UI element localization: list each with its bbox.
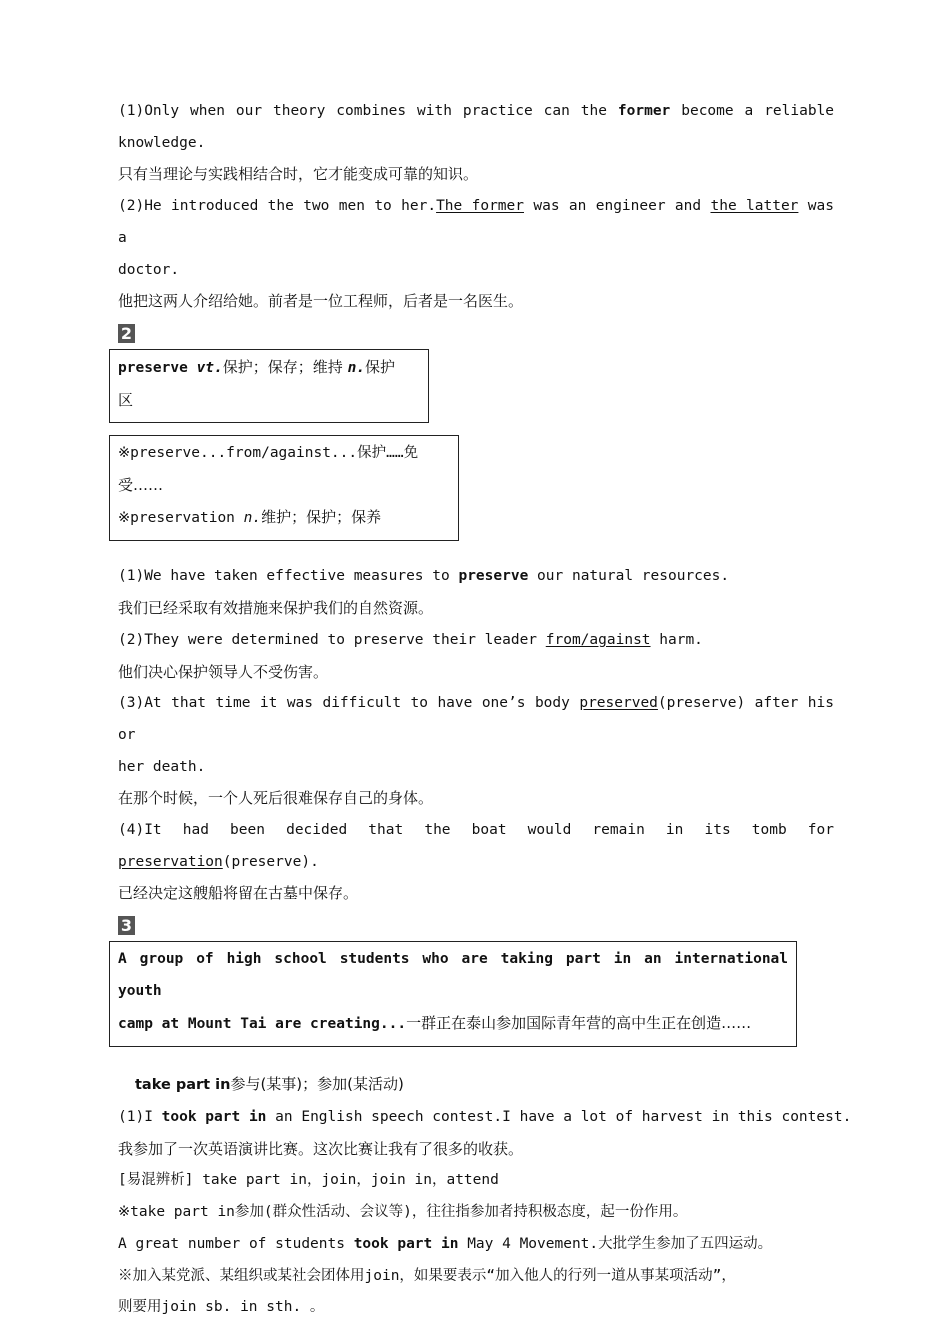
text: an international youth xyxy=(118,951,789,999)
usage-notes-box xyxy=(109,435,459,541)
text: was a xyxy=(118,198,834,246)
translation: 一群正在泰山参加国际青年营的高中生正在创造…… xyxy=(406,1013,752,1032)
example-sentence xyxy=(118,1102,852,1134)
answer-blank: The former xyxy=(436,198,524,215)
translation: 他把这两人介绍给她。前者是一位工程师，后者是一名医生。 xyxy=(118,292,524,311)
translation: 我参加了一次英语演讲比赛。这次比赛让我有了很多的收获。 xyxy=(118,1139,524,1158)
phrase: take part in xyxy=(135,1077,231,1094)
document-page xyxy=(118,96,852,1324)
phrase-heading xyxy=(118,1069,834,1102)
text: (preserve) after his or xyxy=(118,695,834,743)
keyword: took part in xyxy=(353,1235,459,1252)
example-sentence xyxy=(118,561,834,593)
text: (preserve). xyxy=(222,853,319,870)
keyword: took part in xyxy=(161,1108,267,1125)
keyword: former xyxy=(617,103,671,119)
translation: 在那个时候，一个人死后很难保存自己的身体。 xyxy=(118,789,434,808)
source-sentence-cont xyxy=(118,1008,788,1041)
text: (1)Only when our theory combines with practice can the xyxy=(118,103,607,119)
example-sentence: (4)It had been decided that the boat would remain in its tomb for xyxy=(118,822,834,839)
compare-heading: [易混辨析] take part in，join，join in，attend xyxy=(118,1172,499,1189)
definition-box xyxy=(109,349,429,423)
text: ※preservation xyxy=(118,509,244,526)
text: was an engineer and xyxy=(524,198,711,215)
answer-blank: preservation xyxy=(118,853,223,870)
meaning: 保护 xyxy=(365,357,396,376)
meaning: 保护；保存；维持 xyxy=(222,357,348,376)
part-of-speech: n. xyxy=(243,509,262,526)
text: (3)At that time it was difficult to have one’s body xyxy=(118,695,580,712)
usage-note: ※take part in参加(群众性活动、会议等)，往往指参加者持积极态度，起一份作用。 xyxy=(118,1204,688,1221)
example-sentence xyxy=(118,191,834,254)
definition-line xyxy=(118,352,420,385)
usage-note: ※加入某党派、某组织或某社会团体用join，如果要表示“加入他人的行列一道从事某项活动”， xyxy=(118,1267,736,1284)
usage-note xyxy=(118,502,450,535)
usage-note-cont: 则要用join sb. in sth. 。 xyxy=(118,1299,325,1316)
text: (2)They were determined to preserve their leader xyxy=(118,631,546,648)
example-sentence xyxy=(118,688,834,751)
example-sentence-cont xyxy=(118,847,834,879)
headword: preserve xyxy=(118,359,197,376)
text: become a reliable xyxy=(681,103,835,119)
answer-blank: preserved xyxy=(579,695,658,712)
text: (1)We have taken effective measures to xyxy=(118,568,459,585)
answer-blank: from/against xyxy=(545,631,651,648)
text: (1)I xyxy=(118,1108,162,1125)
source-sentence xyxy=(118,944,788,1007)
text: (2)He introduced the two men to her. xyxy=(118,198,437,215)
example-sentence xyxy=(118,625,834,657)
section-number-badge: 3 xyxy=(118,916,135,935)
example-sentence-cont: knowledge. xyxy=(118,134,206,151)
keyword: preserve xyxy=(458,568,529,585)
meaning: 参与(某事)；参加(某活动) xyxy=(230,1075,404,1094)
example-sentence xyxy=(118,1229,834,1261)
translation: 只有当理论与实践相结合时，它才能变成可靠的知识。 xyxy=(118,165,479,184)
text: A great number of students xyxy=(118,1235,354,1252)
example-sentence-cont: her death. xyxy=(118,758,206,775)
text: A group of high school students who are xyxy=(118,951,501,968)
text: an English speech contest.I have a lot of harvest in this contest. xyxy=(266,1108,852,1125)
text: May 4 Movement.大批学生参加了五四运动。 xyxy=(458,1235,773,1252)
translation: 他们决心保护领导人不受伤害。 xyxy=(118,662,329,681)
part-of-speech: n. xyxy=(347,359,366,376)
text: harm. xyxy=(650,631,703,648)
text: camp at Mount Tai are creating... xyxy=(118,1015,407,1032)
text: our natural resources. xyxy=(528,568,730,585)
translation: 已经决定这艘船将留在古墓中保存。 xyxy=(118,884,359,903)
source-sentence-box xyxy=(109,941,797,1047)
section-number-badge: 2 xyxy=(118,324,135,343)
usage-note-cont: 受…… xyxy=(118,476,164,495)
answer-blank: the latter xyxy=(710,198,799,215)
part-of-speech: vt. xyxy=(196,359,223,376)
example-sentence xyxy=(118,96,834,128)
definition-line-cont: 区 xyxy=(118,390,134,409)
translation: 我们已经采取有效措施来保护我们的自然资源。 xyxy=(118,599,434,618)
usage-note: ※preserve...from/against...保护……免 xyxy=(118,445,419,462)
phrase: taking part in xyxy=(500,951,632,968)
meaning: 维护；保护；保养 xyxy=(261,507,382,526)
example-sentence-cont: doctor. xyxy=(118,261,180,278)
